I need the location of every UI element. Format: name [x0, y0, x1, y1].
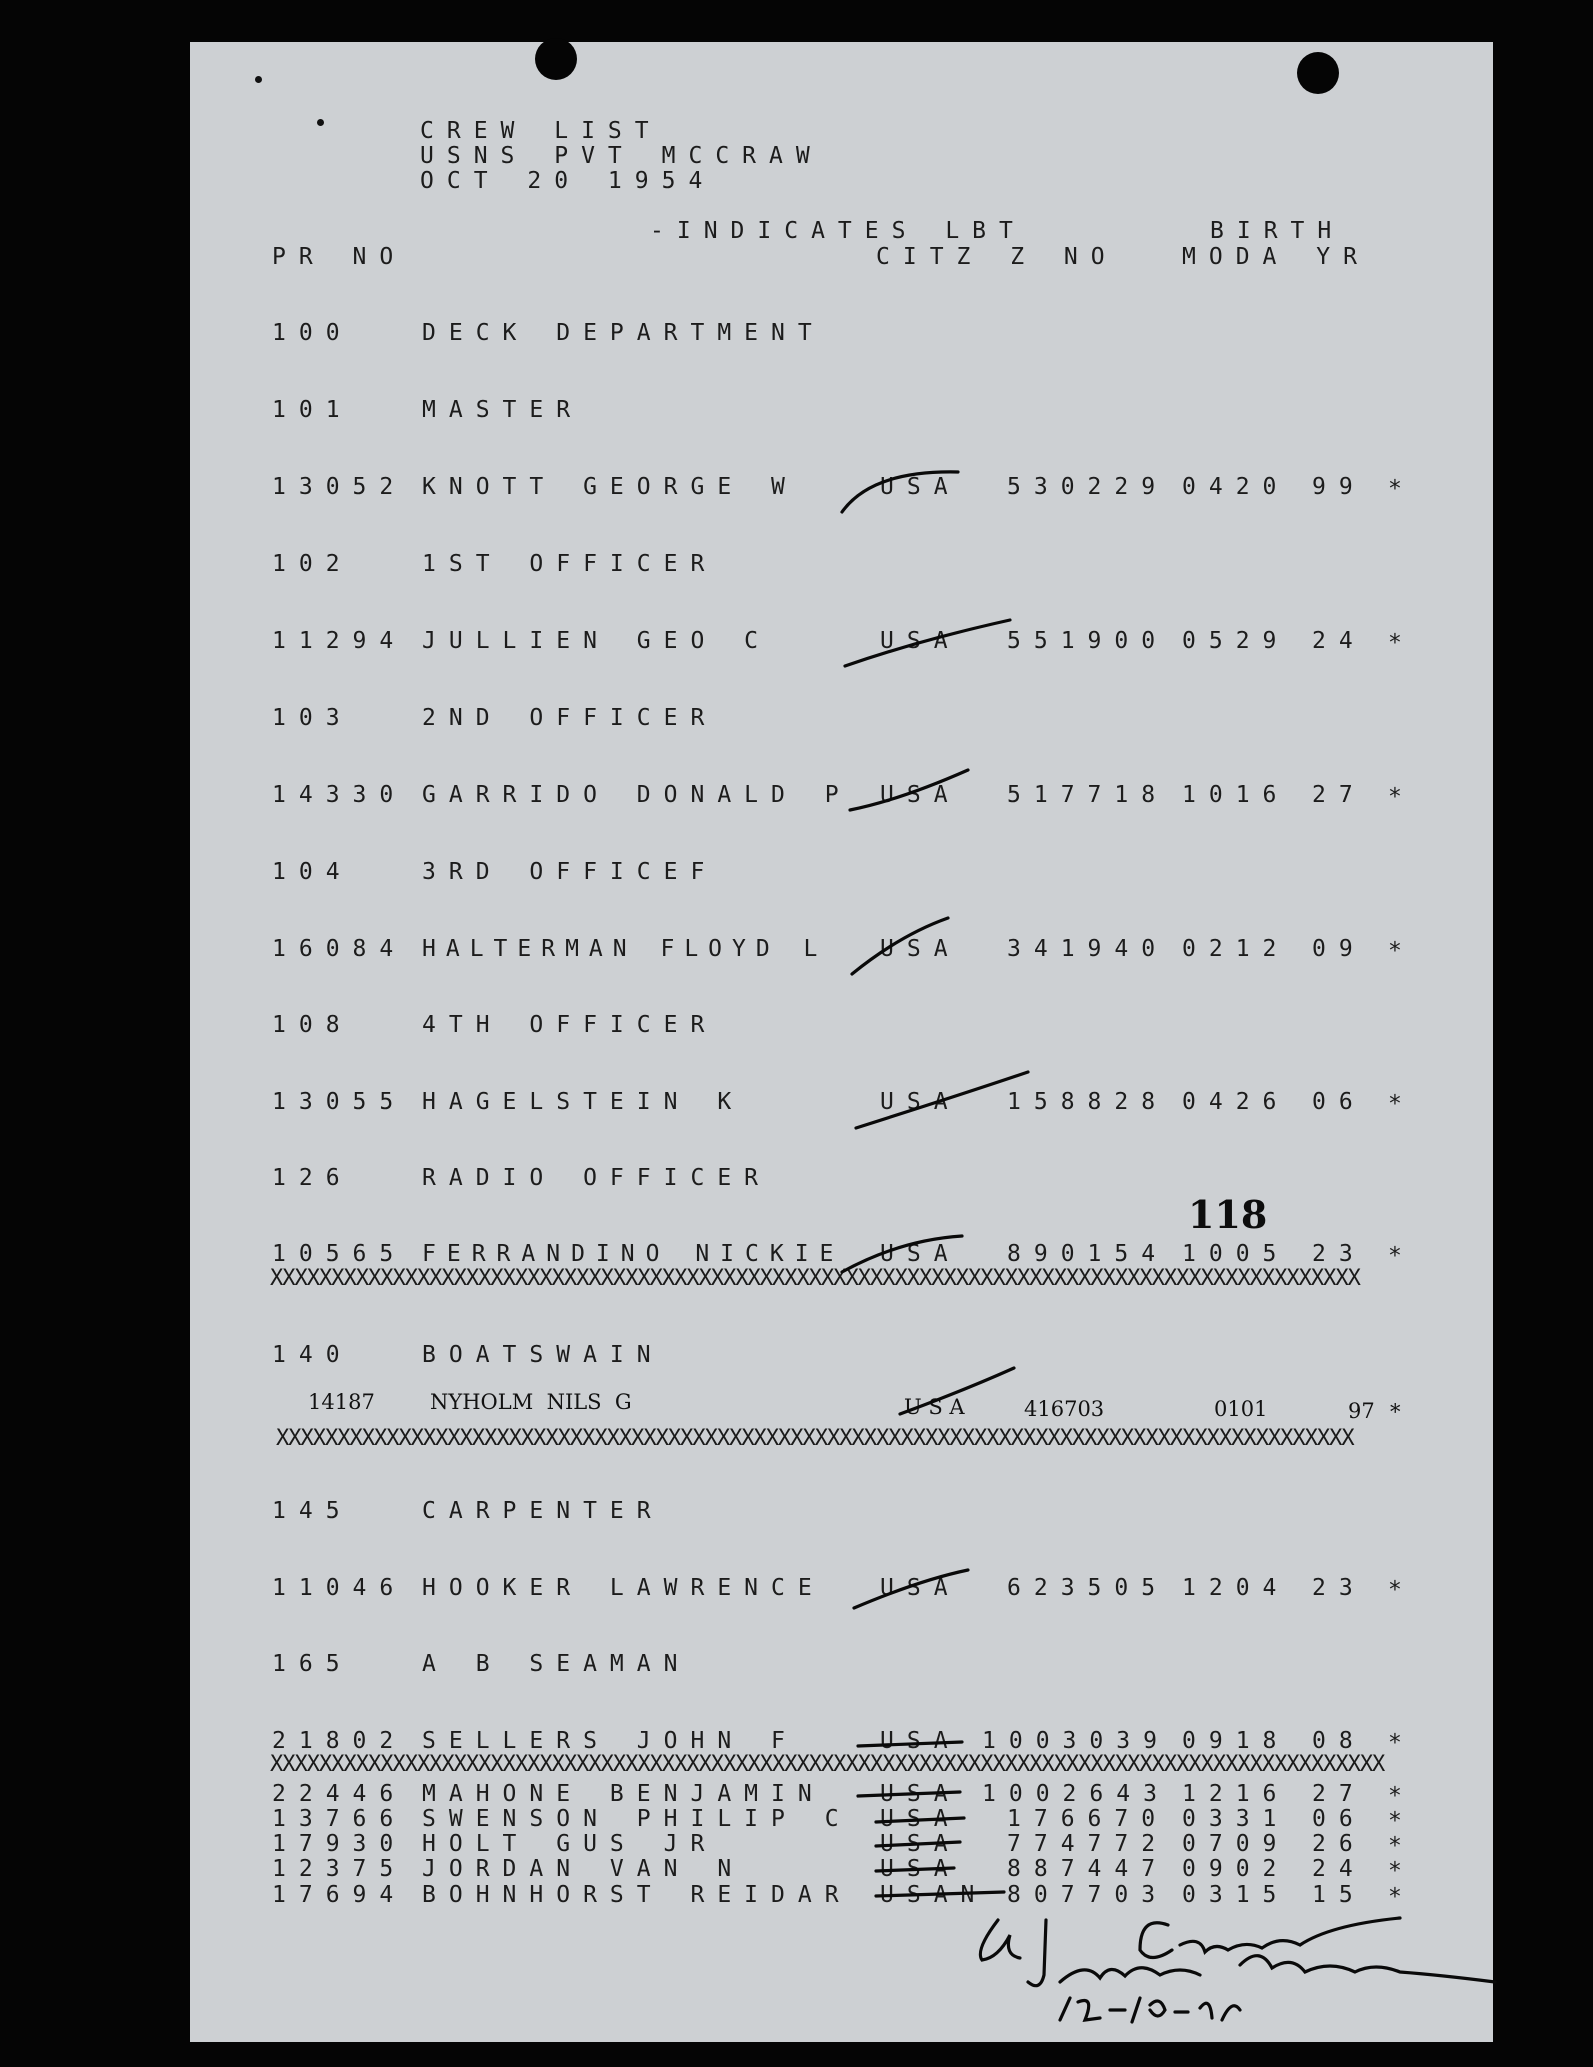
- crew-name: HAGELSTEIN K: [422, 1089, 745, 1115]
- crew-birth-year: 23: [1312, 1241, 1366, 1267]
- crew-pr-no: 11294: [272, 628, 407, 654]
- crew-citizenship: USA: [880, 1806, 961, 1832]
- crew-name: HOOKER LAWRENCE: [422, 1575, 825, 1601]
- crew-pr-no: 17694: [272, 1882, 407, 1908]
- crew-birth-moda: 0426: [1182, 1089, 1290, 1115]
- crew-pr-no: 16084: [272, 936, 407, 962]
- crew-pr-no: 13052: [272, 474, 407, 500]
- crew-z-number: 341940: [1007, 936, 1169, 962]
- section-label: CARPENTER: [422, 1498, 664, 1524]
- strike-line: [876, 1818, 964, 1822]
- lbt-mark: *: [1388, 1833, 1415, 1859]
- crew-birth-moda: 1204: [1182, 1575, 1290, 1601]
- crew-name: BOHNHORST REIDAR: [422, 1882, 852, 1908]
- lbt-mark: *: [1388, 630, 1415, 656]
- signature-initial-j: [1028, 1920, 1046, 1986]
- crew-birth-moda: 1016: [1182, 782, 1290, 808]
- crew-citizenship: USAN: [880, 1882, 988, 1908]
- lbt-mark: *: [1388, 1858, 1415, 1884]
- crew-citizenship: USA: [880, 1089, 961, 1115]
- crew-z-number: 890154: [1007, 1241, 1169, 1267]
- crew-citizenship: USA: [880, 1728, 961, 1754]
- crew-pr-no: 13055: [272, 1089, 407, 1115]
- crew-citizenship: U S A: [904, 1395, 965, 1419]
- struck-out-line: XXXXXXXXXXXXXXXXXXXXXXXXXXXXXXXXXXXXXXXXXXXXXXXXXXXXXXXXXXXXXXXXXXXXXXXXXXXXXXXXXXXXXXXXXXX: [270, 1754, 1385, 1776]
- crew-citizenship: USA: [880, 1856, 961, 1882]
- crew-pr-no: 21802: [272, 1728, 407, 1754]
- signature-initial-a: [980, 1920, 1020, 1960]
- strike-line: [858, 1742, 962, 1746]
- struck-out-line: XXXXXXXXXXXXXXXXXXXXXXXXXXXXXXXXXXXXXXXXXXXXXXXXXXXXXXXXXXXXXXXXXXXXXXXXXXXXXXXXXXXXXXXX: [276, 1428, 1354, 1450]
- crew-birth-year: 24: [1312, 1856, 1366, 1882]
- signature-date: [1060, 1998, 1240, 2022]
- crew-birth-moda: 0918: [1182, 1728, 1290, 1754]
- check-mark: [842, 1236, 962, 1272]
- crew-name: SWENSON PHILIP C: [422, 1806, 852, 1832]
- header-date: OCT 20 1954: [420, 168, 716, 194]
- lbt-mark: *: [1388, 1783, 1415, 1809]
- check-mark: [842, 472, 958, 512]
- lbt-mark: *: [1388, 784, 1415, 810]
- crew-citizenship: USA: [880, 1781, 961, 1807]
- crew-birth-year: 26: [1312, 1831, 1366, 1857]
- crew-pr-no: 22446: [272, 1781, 407, 1807]
- crew-name: KNOTT GEORGE W: [422, 474, 798, 500]
- pr-no-column-label: PR NO: [272, 244, 407, 270]
- lbt-mark: *: [1388, 1091, 1415, 1117]
- crew-name: HALTERMAN FLOYD L: [422, 936, 828, 962]
- section-label: MASTER: [422, 397, 584, 423]
- section-number: 103: [272, 705, 353, 731]
- crew-birth-moda: 0212: [1182, 936, 1290, 962]
- crew-citizenship: USA: [880, 936, 961, 962]
- crew-name: HOLT GUS JR: [422, 1831, 718, 1857]
- check-mark: [900, 1368, 1014, 1414]
- crew-citizenship: USA: [880, 1575, 961, 1601]
- signature-title: [1060, 1956, 1495, 1982]
- lbt-mark: *: [1388, 1577, 1415, 1603]
- crew-pr-no: 10565: [272, 1241, 407, 1267]
- crew-birth-moda: 0315: [1182, 1882, 1290, 1908]
- section-label: BOATSWAIN: [422, 1342, 664, 1368]
- crew-birth-moda: 1005: [1182, 1241, 1290, 1267]
- crew-z-number: 774772: [1007, 1831, 1169, 1857]
- check-mark: [854, 1570, 968, 1608]
- section-label: 2ND OFFICER: [422, 705, 718, 731]
- section-label: DECK DEPARTMENT: [422, 320, 825, 346]
- lbt-mark: *: [1390, 1400, 1401, 1424]
- crew-birth-moda: 0331: [1182, 1806, 1290, 1832]
- lbt-mark: *: [1388, 1730, 1415, 1756]
- crew-z-number: 176670: [1007, 1806, 1169, 1832]
- crew-name: FERRANDINO NICKIE: [422, 1241, 845, 1267]
- crew-pr-no: 14330: [272, 782, 407, 808]
- signature-surname: [1140, 1918, 1400, 1958]
- lbt-mark: *: [1388, 1243, 1415, 1269]
- section-number: 126: [272, 1165, 353, 1191]
- crew-birth-year: 97: [1348, 1399, 1375, 1423]
- crew-z-number: 416703: [1024, 1397, 1105, 1421]
- section-label: 4TH OFFICER: [422, 1012, 718, 1038]
- crew-birth-year: 08: [1312, 1728, 1366, 1754]
- crew-name: NYHOLM NILS G: [430, 1390, 632, 1414]
- crew-citizenship: USA: [880, 1241, 961, 1267]
- crew-citizenship: USA: [880, 474, 961, 500]
- strike-line: [858, 1792, 960, 1796]
- crew-birth-moda: 0420: [1182, 474, 1290, 500]
- crew-z-number: 158828: [1007, 1089, 1169, 1115]
- crew-birth-moda: 1216: [1182, 1781, 1290, 1807]
- crew-pr-no: 12375: [272, 1856, 407, 1882]
- crew-birth-year: 27: [1312, 782, 1366, 808]
- lbt-mark: *: [1388, 938, 1415, 964]
- crew-birth-year: 15: [1312, 1882, 1366, 1908]
- section-label: RADIO OFFICER: [422, 1165, 772, 1191]
- crew-name: MAHONE BENJAMIN: [422, 1781, 825, 1807]
- struck-out-line: XXXXXXXXXXXXXXXXXXXXXXXXXXXXXXXXXXXXXXXXXXXXXXXXXXXXXXXXXXXXXXXXXXXXXXXXXXXXXXXXXXXXXXXXX: [270, 1268, 1360, 1290]
- crew-birth-year: 27: [1312, 1781, 1366, 1807]
- check-mark: [845, 620, 1010, 666]
- crew-z-number: 1002643: [982, 1781, 1170, 1807]
- header-title: CREW LIST: [420, 118, 662, 144]
- section-number: 104: [272, 859, 353, 885]
- crew-z-number: 807703: [1007, 1882, 1169, 1908]
- header-ship: USNS PVT MCCRAW: [420, 143, 823, 169]
- crew-birth-year: 24: [1312, 628, 1366, 654]
- check-mark: [856, 1072, 1028, 1128]
- crew-name: SELLERS JOHN F: [422, 1728, 798, 1754]
- crew-pr-no: 17930: [272, 1831, 407, 1857]
- birth-column-label: BIRTH: [1210, 218, 1345, 244]
- crew-z-number: 623505: [1007, 1575, 1169, 1601]
- crew-z-number: 551900: [1007, 628, 1169, 654]
- section-number: 102: [272, 551, 353, 577]
- lbt-mark: *: [1388, 476, 1415, 502]
- crew-name: JULLIEN GEO C: [422, 628, 772, 654]
- indicates-lbt-label: -INDICATES LBT: [650, 218, 1026, 244]
- crew-z-number: 517718: [1007, 782, 1169, 808]
- crew-birth-moda: 0529: [1182, 628, 1290, 654]
- check-mark: [850, 770, 968, 810]
- crew-pr-no: 13766: [272, 1806, 407, 1832]
- crew-birth-year: 06: [1312, 1089, 1366, 1115]
- section-label: 3RD OFFICEF: [422, 859, 718, 885]
- section-number: 140: [272, 1342, 353, 1368]
- section-label: 1ST OFFICER: [422, 551, 718, 577]
- strike-line: [876, 1892, 1004, 1896]
- crew-birth-moda: 0709: [1182, 1831, 1290, 1857]
- section-number: 101: [272, 397, 353, 423]
- lbt-mark: *: [1388, 1884, 1415, 1910]
- crew-citizenship: USA: [880, 1831, 961, 1857]
- crew-pr-no: 14187: [308, 1390, 375, 1414]
- crew-birth-year: 99: [1312, 474, 1366, 500]
- lbt-mark: *: [1388, 1808, 1415, 1834]
- strike-line: [876, 1842, 960, 1846]
- crew-z-number: 1003039: [982, 1728, 1170, 1754]
- crew-name: GARRIDO DONALD P: [422, 782, 852, 808]
- citz-z-no-column-label: CITZ Z NO: [876, 244, 1118, 270]
- section-number: 100: [272, 320, 353, 346]
- crew-birth-moda: 0101: [1214, 1397, 1268, 1421]
- strike-line: [876, 1868, 954, 1871]
- crew-z-number: 530229: [1007, 474, 1169, 500]
- crew-citizenship: USA: [880, 628, 961, 654]
- crew-pr-no: 11046: [272, 1575, 407, 1601]
- check-mark: [852, 918, 948, 974]
- moda-yr-column-label: MODA YR: [1182, 244, 1370, 270]
- page-number-stamp: 118: [1188, 1192, 1268, 1237]
- crew-z-number: 887447: [1007, 1856, 1169, 1882]
- section-number: 165: [272, 1651, 353, 1677]
- section-number: 145: [272, 1498, 353, 1524]
- crew-birth-year: 23: [1312, 1575, 1366, 1601]
- crew-citizenship: USA: [880, 782, 961, 808]
- section-number: 108: [272, 1012, 353, 1038]
- crew-birth-year: 09: [1312, 936, 1366, 962]
- crew-name: JORDAN VAN N: [422, 1856, 745, 1882]
- section-label: A B SEAMAN: [422, 1651, 691, 1677]
- crew-birth-moda: 0902: [1182, 1856, 1290, 1882]
- crew-birth-year: 06: [1312, 1806, 1366, 1832]
